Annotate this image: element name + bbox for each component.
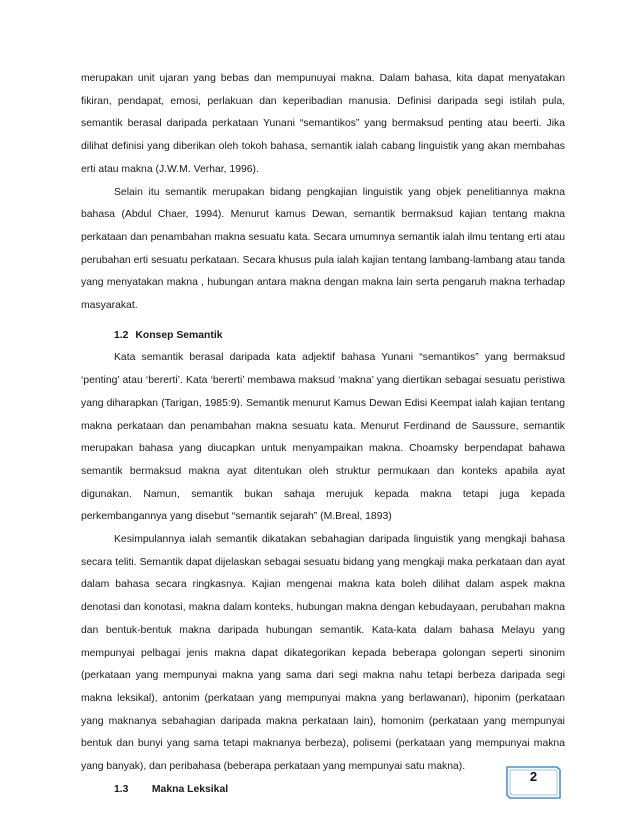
section-number: 1.3: [114, 783, 129, 795]
paragraph-3: Kata semantik berasal daripada kata adjektif bahasa Yunani “semantikos” yang bermaksud ‘penting’ atau ‘bererti’. Kata ‘bererti’ membawa maksud ‘makna’ yang diertikan sebagai sesuatu peristiwa yang diharapkan (Tarigan, 1985:9). Semantik menurut Kamus Dewan Edisi Keempat ialah kajian tentang makna perkataan dan penambahan makna sesuatu kata. Menurut Ferdinand de Saussure, semantik merupakan bahasa yang diucapkan untuk menyampaikan makna. Choamsky berpendapat bahawa semantik bermaksud makna ayat ditentukan oleh struktur permukaan dan konteks apabila ayat digunakan. Namun, semantik bukan sahaja merujuk kepada makna tetapi juga kepada perkembangannya yang disebut “semantik sejarah” (M.Breal, 1893): [81, 352, 565, 523]
section-heading-1-3: [81, 779, 565, 802]
section-title: Konsep Semantik: [135, 329, 223, 341]
body-text: [81, 68, 565, 802]
page-number-badge: [505, 765, 562, 800]
page-number: 2: [529, 769, 538, 784]
paragraph-4: Kesimpulannya ialah semantik dikatakan sebahagian daripada linguistik yang mengkaji bahasa secara teliti. Semantik dapat dijelaskan sebagai sesuatu bidang yang mengkaji maka perkataan dan ayat dalam bahasa secara ringkasnya. Kajian mengenai makna kata boleh dilihat dalam aspek makna denotasi dan konotasi, makna dalam konteks, hubungan makna dengan kebudayaan, perubahan makna dan bentuk-bentuk makna daripada hubungan semantik. Kata-kata dalam bahasa Melayu yang mempunyai pelbagai jenis makna dapat dikategorikan kepada beberapa golongan seperti sinonim (perkataan yang mempunyai makna yang sama dari segi makna nahu tetapi berbeza daripada segi makna leksikal), antonim (perkataan yang mempunyai makna yang berlawanan), hiponim (perkataan yang maknanya sebahagian daripada makna perkataan lain), homonim (perkataan yang mempunyai bentuk dan bunyi yang sama tetapi maknanya berbeza), polisemi (perkataan yang mempunyai makna yang banyak), dan peribahasa (beberapa perkataan yang mempunyai satu makna).: [81, 534, 565, 773]
paragraph-2: Selain itu semantik merupakan bidang pengkajian linguistik yang objek penelitiannya makna bahasa (Abdul Chaer, 1994). Menurut kamus Dewan, semantik bermaksud kajian tentang makna perkataan dan penambahan makna sesuatu kata. Secara umumnya semantik ialah ilmu tentang erti atau perubahan erti sesuatu perkataan. Secara khusus pula ialah kajian tentang lambang-lambang atau tanda yang menyatakan makna , hubungan antara makna dengan makna lain serta pengaruh makna terhadap masyarakat.: [81, 186, 565, 312]
paragraph-1: merupakan unit ujaran yang bebas dan mempunuyai makna. Dalam bahasa, kita dapat menyatakan fikiran, pendapat, emosi, perlakuan dan keperibadian manusia. Definisi daripada segi istilah pula, semantik berasal daripada perkataan Yunani “semantikos” yang bermaksud penting atau beerti. Jika dilihat definisi yang diberikan oleh tokoh bahasa, semantik ialah cabang linguistik yang akan membahas erti atau makna (J.W.M. Verhar, 1996).: [81, 73, 565, 175]
section-title: Makna Leksikal: [151, 783, 229, 795]
section-heading-1-2: [81, 325, 565, 348]
section-number: 1.2: [114, 329, 129, 341]
